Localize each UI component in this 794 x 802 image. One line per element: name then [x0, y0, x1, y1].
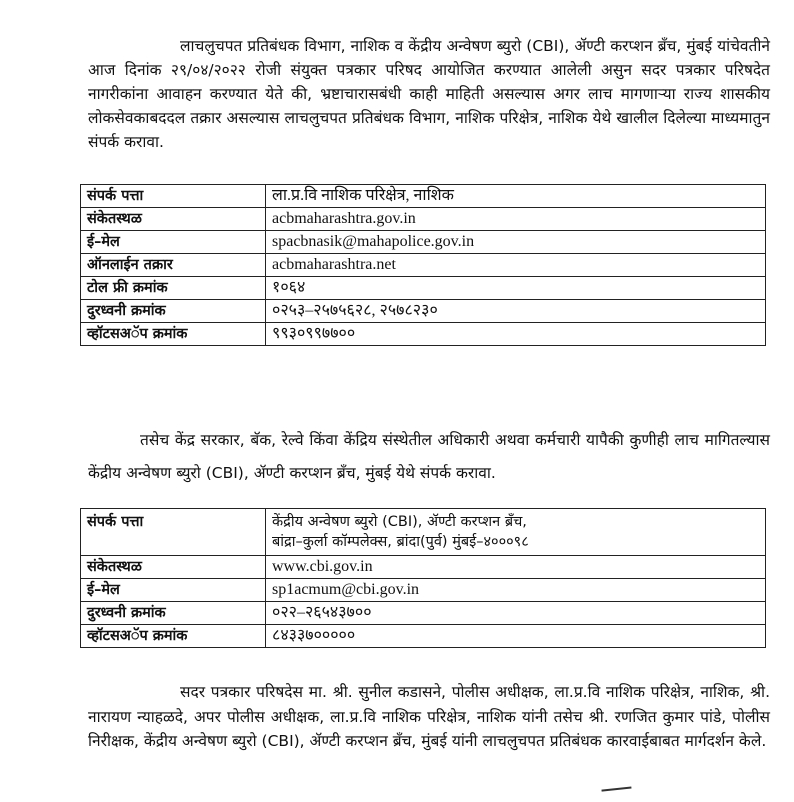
contact-label: संकेतस्थळ: [81, 556, 266, 579]
contact-label: ऑनलाईन तक्रार: [81, 254, 266, 277]
table-row: [81, 509, 766, 556]
table-row: [81, 254, 766, 277]
signature-mark: [601, 786, 632, 801]
website-link[interactable]: www.cbi.gov.in: [266, 556, 766, 579]
contact-label: संपर्क पत्ता: [81, 509, 266, 556]
contact-label: संकेतस्थळ: [81, 208, 266, 231]
address-line: केंद्रीय अन्वेषण ब्युरो (CBI), ॲण्टी करप्शन ब्रँच,: [272, 514, 527, 530]
cbi-contact-table: [80, 508, 766, 648]
email-link[interactable]: spacbnasik@mahapolice.gov.in: [266, 231, 766, 254]
table-row: [81, 208, 766, 231]
contact-value: ०२५३–२५७५६२८, २५७८२३०: [266, 300, 766, 323]
address-line: बांद्रा–कुर्ला कॉम्पलेक्स, ब्रांदा(पुर्व) मुंबई–४०००९८: [272, 534, 529, 550]
contact-value: ८४३३७०००००: [266, 625, 766, 648]
contact-label: व्हॉटसअॅप क्रमांक: [81, 323, 266, 346]
intro-paragraph: लाचलुचपत प्रतिबंधक विभाग, नाशिक व केंद्रीय अन्वेषण ब्युरो (CBI), ॲण्टी करप्शन ब्रँच, मुंबई यांचेवतीने आज दिनांक २९/०४/२०२२ रोजी संयुक्त पत्रकार परिषद आयोजित करण्यात आलेली असुन सदर पत्रकार परिषदेत नागरीकांना आवाहन करण्यात येते की, भ्रष्टाचारासबंधी काही माहिती असल्यास अगर लाच मागणाऱ्या राज्य शासकीय लोकसेवकाबददल तक्रार असल्यास लाचलुचपत प्रतिबंधक विभाग, नाशिक परिक्षेत्र, नाशिक येथे खालील दिलेल्या माध्यमातुन संपर्क करावा.: [88, 37, 770, 151]
contact-label: दुरध्वनी क्रमांक: [81, 300, 266, 323]
table-row: [81, 300, 766, 323]
address-cell: [266, 509, 766, 556]
closing-paragraph: सदर पत्रकार परिषदेस मा. श्री. सुनील कडासने, पोलीस अधीक्षक, ला.प्र.वि नाशिक परिक्षेत्र, नाशिक, श्री. नारायण न्याहळदे, अपर पोलीस अधीक्षक, ला.प्र.वि नाशिक परिक्षेत्र, नाशिक यांनी तसेच श्री. रणजित कुमार पांडे, पोलीस निरीक्षक, केंद्रीय अन्वेषण ब्युरो (CBI), ॲण्टी करप्शन ब्रँच, मुंबई यांनी लाचलुचपत प्रतिबंधक कारवाईबाबत मार्गदर्शन केले.: [88, 683, 770, 750]
table-row: [81, 185, 766, 208]
contact-value: ला.प्र.वि नाशिक परिक्षेत्र, नाशिक: [266, 185, 766, 208]
table-row: [81, 231, 766, 254]
table-row: [81, 579, 766, 602]
website-link[interactable]: acbmaharashtra.gov.in: [266, 208, 766, 231]
contact-label: व्हॉटसअॅप क्रमांक: [81, 625, 266, 648]
contact-label: ई–मेल: [81, 579, 266, 602]
table-row: [81, 323, 766, 346]
cbi-paragraph: तसेच केंद्र सरकार, बॅक, रेल्वे किंवा केंद्रिय संस्थेतील अधिकारी अथवा कर्मचारी यापैकी कुणीही लाच मागितल्यास केंद्रीय अन्वेषण ब्युरो (CBI), ॲण्टी करप्शन ब्रँच, मुंबई येथे संपर्क करावा.: [88, 431, 770, 482]
contact-label: टोल फ्री क्रमांक: [81, 277, 266, 300]
contact-value: १०६४: [266, 277, 766, 300]
contact-value: ९९३०९९७७००: [266, 323, 766, 346]
contact-label: दुरध्वनी क्रमांक: [81, 602, 266, 625]
acb-contact-table: [80, 184, 766, 346]
table-row: [81, 625, 766, 648]
table-row: [81, 556, 766, 579]
online-complaint-link[interactable]: acbmaharashtra.net: [266, 254, 766, 277]
contact-label: ई–मेल: [81, 231, 266, 254]
email-link[interactable]: sp1acmum@cbi.gov.in: [266, 579, 766, 602]
table-row: [81, 277, 766, 300]
table-row: [81, 602, 766, 625]
contact-value: ०२२–२६५४३७००: [266, 602, 766, 625]
contact-label: संपर्क पत्ता: [81, 185, 266, 208]
